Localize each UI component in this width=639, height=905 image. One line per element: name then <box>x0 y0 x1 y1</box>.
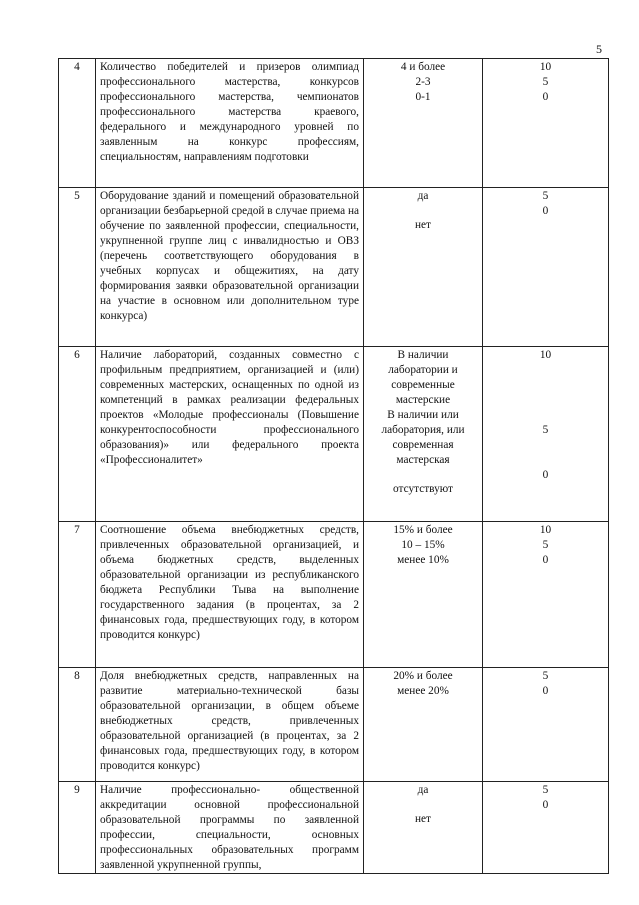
criterion-description: Наличие профессионально- общественной аккредитации основной профессиональной образовательной программы по заявленной профессии, специальности, основных профессиональных образовательных программ заявленной укрупненной группы, <box>96 782 364 874</box>
row-number: 9 <box>59 782 96 874</box>
table-row <box>59 522 609 668</box>
criterion-conditions <box>364 668 483 782</box>
score-value: 0 <box>542 205 549 217</box>
condition-value: лаборатория, или <box>381 424 465 436</box>
table-row <box>59 782 609 874</box>
criterion-conditions <box>364 782 483 874</box>
condition-value: менее 20% <box>397 685 449 697</box>
condition-value: В наличии или <box>387 409 459 421</box>
condition-value: нет <box>415 219 431 231</box>
score-value: 10 <box>539 349 552 361</box>
score-value: 5 <box>542 76 549 88</box>
criterion-conditions <box>364 522 483 668</box>
criterion-description: Оборудование зданий и помещений образовательной организации безбарьерной средой в случае приема на обучение по заявленной профессии, специальности, укрупненной группе лиц с инвалидностью и ОВЗ (перечень соответствующего оборудования в учебных корпусах и общежитиях, на дату формирования заявки образовательной организации на участие в основном или дополнительном туре конкурса) <box>96 188 364 347</box>
criterion-scores <box>483 522 609 668</box>
score-value: 5 <box>542 190 549 202</box>
score-value: 0 <box>542 469 549 481</box>
criterion-scores <box>483 668 609 782</box>
score-value: 5 <box>542 784 549 796</box>
criterion-scores <box>483 347 609 522</box>
criterion-scores <box>483 782 609 874</box>
criterion-description: Соотношение объема внебюджетных средств, привлеченных образовательной организацией, и объема бюджетных средств, выделенных образовательной организации из республиканского бюджета Республики Тыва на выполнение государственного задания (в процентах, за 2 финансовых года, предшествующих году, в котором проводится конкурс) <box>96 522 364 668</box>
criterion-description: Наличие лабораторий, созданных совместно с профильным предприятием, организацией и (или) современных мастерских, оснащенных по одной из компетенций в рамках реализации федеральных проектов «Молодые профессионалы (Повышение конкурентоспособности профессионального образования)» или федерального проекта «Профессионалитет» <box>96 347 364 522</box>
criterion-scores <box>483 59 609 188</box>
row-number: 8 <box>59 668 96 782</box>
condition-value: менее 10% <box>397 554 449 566</box>
criterion-conditions <box>364 59 483 188</box>
condition-value: нет <box>415 813 431 825</box>
condition-value: отсутствуют <box>393 483 453 495</box>
row-number: 4 <box>59 59 96 188</box>
score-value: 0 <box>542 799 549 811</box>
table-row <box>59 347 609 522</box>
score-value: 0 <box>542 685 549 697</box>
score-value: 5 <box>542 670 549 682</box>
score-value: 0 <box>542 554 549 566</box>
criterion-conditions <box>364 347 483 522</box>
condition-value: современная <box>392 439 454 451</box>
table-row <box>59 59 609 188</box>
condition-value: 20% и более <box>393 670 453 682</box>
row-number: 6 <box>59 347 96 522</box>
score-value: 10 <box>539 524 552 536</box>
table-row <box>59 668 609 782</box>
page-number: 5 <box>596 42 602 56</box>
condition-value: 15% и более <box>393 524 453 536</box>
score-value: 0 <box>542 91 549 103</box>
row-number: 7 <box>59 522 96 668</box>
criteria-table <box>58 58 609 874</box>
condition-value: 4 и более <box>400 61 446 73</box>
score-value: 5 <box>542 424 549 436</box>
condition-value: лаборатории и <box>388 364 458 376</box>
condition-value: да <box>417 784 429 796</box>
condition-value: мастерская <box>396 454 450 466</box>
condition-value: да <box>417 190 429 202</box>
criterion-scores <box>483 188 609 347</box>
criterion-description: Доля внебюджетных средств, направленных на развитие материально-технической базы образовательной организации, в общем объеме внебюджетных средств, привлеченных образовательной организацией (в процентах, за 2 финансовых года, предшествующих году, в котором проводится конкурс) <box>96 668 364 782</box>
score-value: 10 <box>539 61 552 73</box>
condition-value: 10 – 15% <box>401 539 445 551</box>
row-number: 5 <box>59 188 96 347</box>
criterion-description: Количество победителей и призеров олимпиад профессионального мастерства, конкурсов профессионального мастерства, чемпионатов профессионального мастерства краевого, федерального и международного уровней по заявленным на конкурс профессиям, специальностям, направлениям подготовки <box>96 59 364 188</box>
condition-value: 2-3 <box>415 76 431 88</box>
score-value: 5 <box>542 539 549 551</box>
table-row <box>59 188 609 347</box>
condition-value: мастерские <box>395 394 451 406</box>
condition-value: В наличии <box>397 349 449 361</box>
condition-value: 0-1 <box>415 91 431 103</box>
criterion-conditions <box>364 188 483 347</box>
condition-value: современные <box>391 379 455 391</box>
